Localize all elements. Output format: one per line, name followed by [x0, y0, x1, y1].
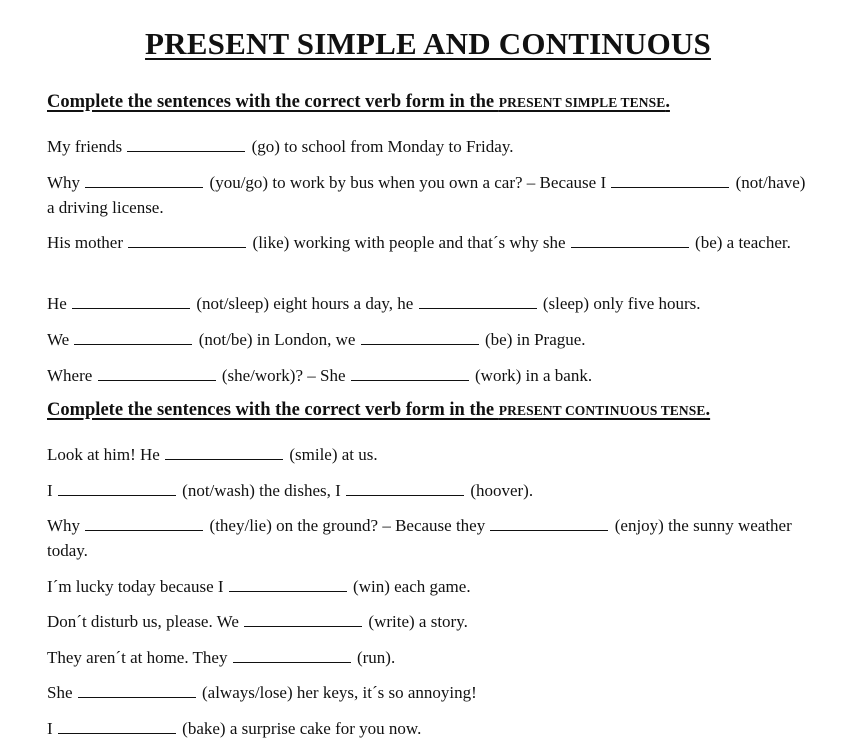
exercise-sentence — [47, 478, 817, 503]
answer-blank[interactable] — [571, 234, 689, 248]
sentence-text: (write) a story. — [364, 612, 468, 631]
answer-blank[interactable] — [85, 517, 203, 531]
sentence-text: (sleep) only five hours. — [538, 294, 701, 313]
sentence-text: They aren´t at home. They — [47, 648, 232, 667]
sentence-text: Why — [47, 516, 85, 535]
answer-blank[interactable] — [611, 174, 729, 188]
answer-blank[interactable] — [244, 613, 362, 627]
sentence-text: We — [47, 330, 74, 349]
answer-blank[interactable] — [128, 234, 246, 248]
sentence-text: (not/wash) the dishes, I — [177, 481, 346, 500]
exercise-sentence — [47, 327, 817, 352]
sentence-text: (work) in a bank. — [470, 366, 593, 385]
answer-blank[interactable] — [490, 517, 608, 531]
sentence-text: (you/go) to work by bus when you own a car? – Because I — [205, 173, 611, 192]
answer-blank[interactable] — [346, 482, 464, 496]
sentence-text: His mother — [47, 233, 128, 252]
sentence-text: Look at him! He — [47, 445, 165, 464]
sentence-text: Why — [47, 173, 85, 192]
section2-heading: Complete the sentences with the correct verb form in the PRESENT CONTINUOUS TENSE. — [47, 400, 711, 420]
exercise-sentence — [47, 230, 817, 255]
sentence-text: (not/have) a driving license. — [47, 173, 806, 217]
answer-blank[interactable] — [229, 578, 347, 592]
sentence-text: (they/lie) on the ground? – Because they — [205, 516, 490, 535]
sentence-text: Don´t disturb us, please. We — [47, 612, 244, 631]
sentence-text: (be) in Prague. — [480, 330, 586, 349]
sentence-text: (bake) a surprise cake for you now. — [177, 719, 422, 738]
exercise-sentence — [47, 170, 817, 220]
sentence-text: (she/work)? – She — [217, 366, 350, 385]
answer-blank[interactable] — [74, 331, 192, 345]
answer-blank[interactable] — [58, 720, 176, 734]
sentence-text: (run). — [352, 648, 396, 667]
answer-blank[interactable] — [85, 174, 203, 188]
exercise-sentence — [47, 680, 817, 705]
answer-blank[interactable] — [58, 482, 176, 496]
exercise-sentence — [47, 291, 817, 316]
answer-blank[interactable] — [165, 446, 283, 460]
sentence-text: She — [47, 683, 77, 702]
sentence-text: I — [47, 719, 57, 738]
exercise-sentence — [47, 645, 817, 670]
sentence-text: He — [47, 294, 72, 313]
exercise-sentence — [47, 574, 817, 599]
answer-blank[interactable] — [351, 367, 469, 381]
sentence-text: (smile) at us. — [285, 445, 378, 464]
answer-blank[interactable] — [72, 295, 190, 309]
section1-heading: Complete the sentences with the correct verb form in the PRESENT SIMPLE TENSE. — [47, 92, 670, 112]
answer-blank[interactable] — [361, 331, 479, 345]
sentence-text: (be) a teacher. — [690, 233, 791, 252]
answer-blank[interactable] — [419, 295, 537, 309]
sentence-text: (like) working with people and that´s why she — [248, 233, 570, 252]
answer-blank[interactable] — [127, 138, 245, 152]
sentence-text: (go) to school from Monday to Friday. — [247, 137, 514, 156]
exercise-sentence — [47, 442, 817, 467]
exercise-sentence — [47, 609, 817, 634]
sentence-text: Where — [47, 366, 97, 385]
sentence-text: (win) each game. — [348, 577, 471, 596]
exercise-sentence — [47, 716, 817, 741]
sentence-text: My friends — [47, 137, 127, 156]
sentence-text: (not/sleep) eight hours a day, he — [192, 294, 418, 313]
sentence-text: (not/be) in London, we — [194, 330, 360, 349]
exercise-sentence — [47, 513, 817, 563]
answer-blank[interactable] — [98, 367, 216, 381]
answer-blank[interactable] — [78, 684, 196, 698]
sentence-text: I — [47, 481, 57, 500]
sentence-text: I´m lucky today because I — [47, 577, 228, 596]
sentence-text: (always/lose) her keys, it´s so annoying! — [197, 683, 477, 702]
exercise-sentence — [47, 363, 817, 388]
sentence-text: (hoover). — [466, 481, 534, 500]
page-title: PRESENT SIMPLE AND CONTINUOUS — [145, 26, 711, 61]
exercise-sentence — [47, 134, 817, 159]
answer-blank[interactable] — [233, 649, 351, 663]
sentence-text: (enjoy) the sunny weather today. — [47, 516, 792, 560]
